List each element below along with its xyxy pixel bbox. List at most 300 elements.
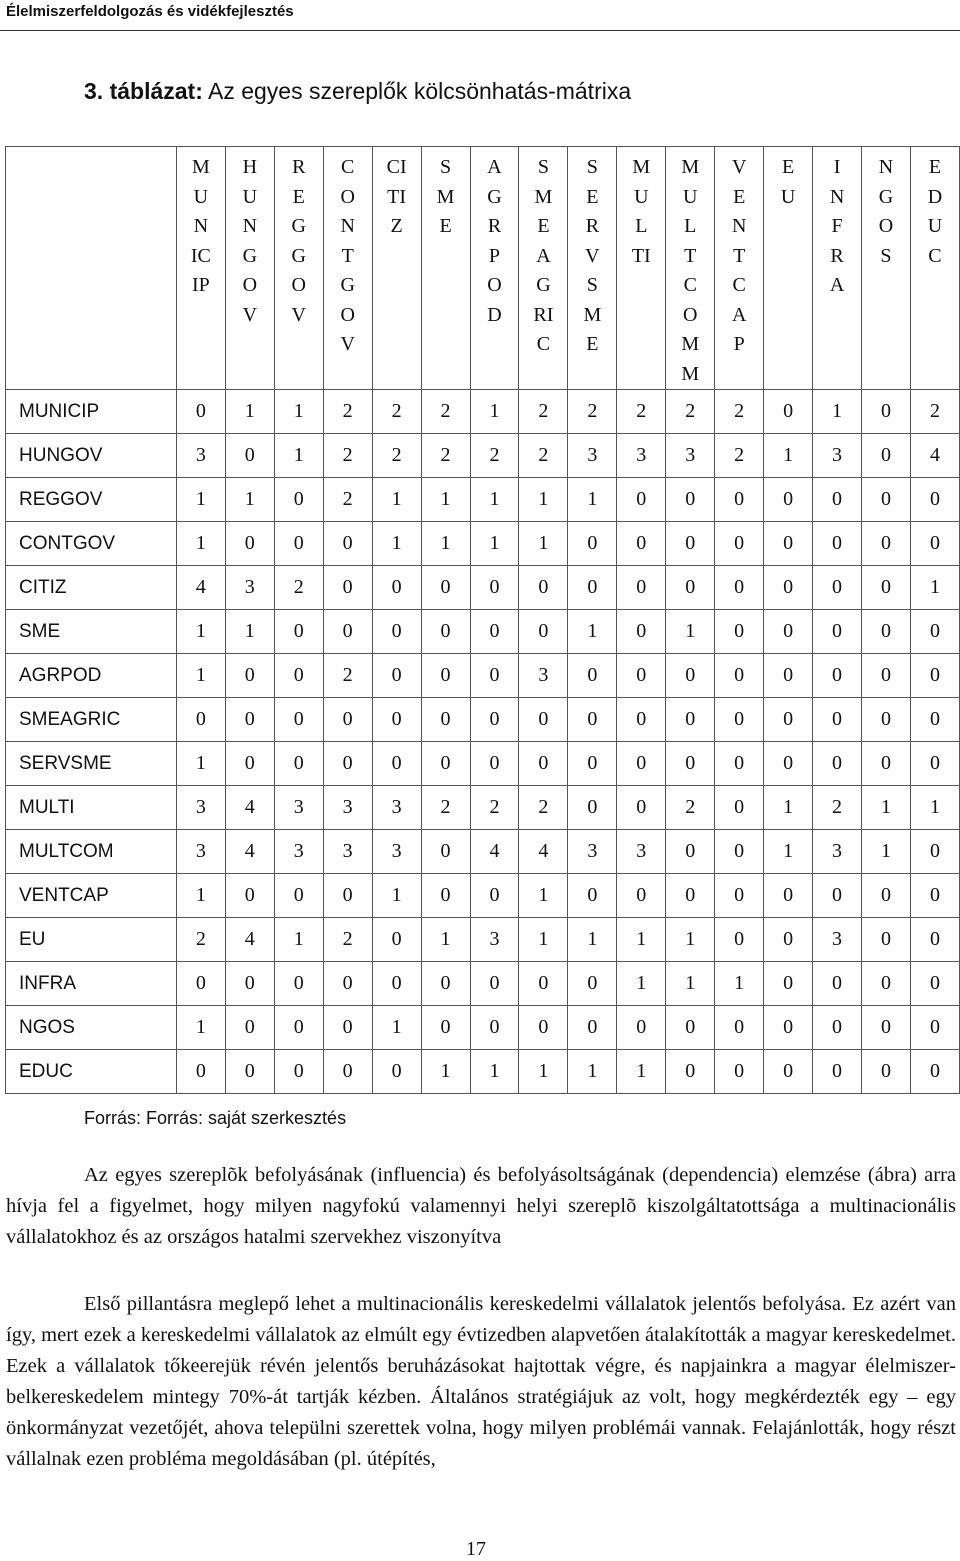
- row-label: NGOS: [6, 1006, 177, 1050]
- row-label: EDUC: [6, 1050, 177, 1094]
- matrix-cell: 0: [910, 918, 959, 962]
- matrix-cell: 1: [470, 390, 519, 434]
- matrix-cell: 2: [176, 918, 225, 962]
- matrix-cell: 4: [225, 786, 274, 830]
- matrix-cell: 0: [470, 566, 519, 610]
- matrix-cell: 0: [910, 522, 959, 566]
- matrix-cell: 0: [274, 962, 323, 1006]
- matrix-cell: 1: [666, 962, 715, 1006]
- matrix-cell: 0: [813, 478, 862, 522]
- matrix-cell: 0: [617, 522, 666, 566]
- column-header-label: M U L TI: [631, 156, 651, 267]
- matrix-cell: 0: [617, 742, 666, 786]
- matrix-cell: 2: [421, 390, 470, 434]
- matrix-cell: 3: [519, 654, 568, 698]
- matrix-cell: 3: [666, 434, 715, 478]
- matrix-cell: 0: [568, 742, 617, 786]
- matrix-cell: 0: [862, 434, 911, 478]
- matrix-cell: 0: [421, 1006, 470, 1050]
- matrix-cell: 1: [372, 522, 421, 566]
- matrix-cell: 0: [666, 874, 715, 918]
- column-header: [666, 147, 715, 390]
- matrix-cell: 0: [666, 1006, 715, 1050]
- matrix-cell: 4: [225, 830, 274, 874]
- matrix-cell: 0: [813, 522, 862, 566]
- page-number: 17: [466, 1538, 486, 1560]
- matrix-cell: 2: [568, 390, 617, 434]
- matrix-cell: 2: [519, 390, 568, 434]
- matrix-cell: 0: [225, 698, 274, 742]
- row-label: SERVSME: [6, 742, 177, 786]
- matrix-cell: 2: [323, 654, 372, 698]
- matrix-cell: 0: [274, 742, 323, 786]
- column-header-label: R E G G O V: [291, 156, 306, 326]
- matrix-cell: 0: [910, 962, 959, 1006]
- table-row: [6, 786, 960, 830]
- column-header: [617, 147, 666, 390]
- matrix-cell: 0: [666, 478, 715, 522]
- matrix-cell: 0: [666, 522, 715, 566]
- column-header: [764, 147, 813, 390]
- matrix-cell: 0: [813, 654, 862, 698]
- matrix-cell: 0: [910, 610, 959, 654]
- row-label: MULTCOM: [6, 830, 177, 874]
- matrix-cell: 1: [910, 566, 959, 610]
- column-header-label: N G O S: [878, 156, 894, 267]
- matrix-cell: 0: [274, 478, 323, 522]
- matrix-cell: 0: [715, 742, 764, 786]
- row-label: INFRA: [6, 962, 177, 1006]
- matrix-cell: 0: [225, 962, 274, 1006]
- matrix-cell: 0: [176, 1050, 225, 1094]
- matrix-cell: 0: [764, 742, 813, 786]
- matrix-cell: 0: [176, 390, 225, 434]
- matrix-cell: 1: [176, 610, 225, 654]
- matrix-cell: 0: [519, 698, 568, 742]
- matrix-cell: 0: [372, 962, 421, 1006]
- matrix-cell: 1: [617, 962, 666, 1006]
- matrix-cell: 1: [274, 918, 323, 962]
- matrix-cell: 0: [323, 698, 372, 742]
- matrix-cell: 1: [666, 918, 715, 962]
- matrix-cell: 1: [176, 874, 225, 918]
- matrix-cell: 2: [813, 786, 862, 830]
- matrix-cell: 3: [813, 918, 862, 962]
- column-header-label: S M E A G RI C: [533, 156, 554, 355]
- matrix-cell: 2: [323, 390, 372, 434]
- matrix-cell: 0: [813, 1006, 862, 1050]
- matrix-cell: 2: [470, 786, 519, 830]
- matrix-cell: 0: [764, 390, 813, 434]
- row-label: CITIZ: [6, 566, 177, 610]
- table-row: [6, 610, 960, 654]
- row-label: SME: [6, 610, 177, 654]
- caption-label: 3. táblázat:: [84, 78, 203, 104]
- matrix-cell: 0: [910, 874, 959, 918]
- matrix-cell: 0: [274, 654, 323, 698]
- matrix-cell: 1: [421, 522, 470, 566]
- matrix-cell: 0: [421, 654, 470, 698]
- column-header-label: E D U C: [927, 156, 943, 267]
- matrix-cell: 1: [274, 434, 323, 478]
- row-label: AGRPOD: [6, 654, 177, 698]
- matrix-cell: 0: [813, 1050, 862, 1094]
- matrix-cell: 4: [519, 830, 568, 874]
- matrix-cell: 0: [372, 1050, 421, 1094]
- row-label: REGGOV: [6, 478, 177, 522]
- column-header: [323, 147, 372, 390]
- matrix-cell: 0: [372, 742, 421, 786]
- table-caption: [84, 78, 631, 105]
- matrix-cell: 0: [323, 610, 372, 654]
- matrix-cell: 0: [323, 522, 372, 566]
- matrix-cell: 0: [225, 434, 274, 478]
- matrix-cell: 1: [519, 874, 568, 918]
- matrix-cell: 0: [274, 698, 323, 742]
- matrix-cell: 0: [519, 610, 568, 654]
- matrix-cell: 0: [764, 698, 813, 742]
- table-row: [6, 566, 960, 610]
- matrix-cell: 0: [372, 654, 421, 698]
- matrix-cell: 1: [764, 434, 813, 478]
- matrix-cell: 4: [470, 830, 519, 874]
- column-header-label: S E R V S M E: [583, 156, 602, 355]
- matrix-cell: 1: [519, 918, 568, 962]
- matrix-cell: 1: [176, 654, 225, 698]
- matrix-cell: 0: [274, 610, 323, 654]
- matrix-cell: 3: [274, 786, 323, 830]
- matrix-cell: 1: [764, 830, 813, 874]
- table-row: [6, 830, 960, 874]
- matrix-cell: 0: [813, 610, 862, 654]
- matrix-cell: 1: [617, 918, 666, 962]
- matrix-cell: 3: [568, 830, 617, 874]
- matrix-cell: 0: [372, 566, 421, 610]
- running-header: Élelmiszerfeldolgozás és vidékfejlesztés: [6, 3, 294, 20]
- matrix-cell: 0: [617, 478, 666, 522]
- matrix-cell: 1: [813, 390, 862, 434]
- matrix-cell: 1: [519, 522, 568, 566]
- matrix-cell: 0: [666, 830, 715, 874]
- column-header: [176, 147, 225, 390]
- matrix-cell: 0: [323, 566, 372, 610]
- column-header-label: M U L T C O M M: [681, 156, 700, 385]
- matrix-cell: 0: [421, 830, 470, 874]
- matrix-cell: 0: [176, 962, 225, 1006]
- matrix-cell: 0: [715, 478, 764, 522]
- matrix-cell: 0: [470, 962, 519, 1006]
- matrix-cell: 0: [421, 962, 470, 1006]
- row-label: HUNGOV: [6, 434, 177, 478]
- matrix-cell: 1: [519, 478, 568, 522]
- matrix-cell: 0: [862, 654, 911, 698]
- matrix-cell: 3: [617, 434, 666, 478]
- matrix-cell: 1: [715, 962, 764, 1006]
- matrix-cell: 0: [862, 390, 911, 434]
- matrix-cell: 0: [421, 698, 470, 742]
- matrix-cell: 3: [470, 918, 519, 962]
- table-row: [6, 874, 960, 918]
- row-label: MUNICIP: [6, 390, 177, 434]
- matrix-cell: 0: [715, 874, 764, 918]
- paragraph: Az egyes szereplõk befolyásának (influencia) és befolyásoltságának (dependencia) elemzése (ábra) arra hívja fel a figyelmet, hogy milyen nagyfokú valamennyi helyi szereplõ kiszolgáltatottsága a multinacionális vállalatokhoz és az országos hatalmi szervekhez viszonyítva: [6, 1164, 956, 1248]
- matrix-cell: 2: [372, 434, 421, 478]
- column-header-label: I N F R A: [829, 156, 845, 296]
- matrix-cell: 0: [715, 1006, 764, 1050]
- matrix-cell: 1: [568, 610, 617, 654]
- matrix-cell: 0: [372, 698, 421, 742]
- matrix-cell: 0: [910, 830, 959, 874]
- matrix-cell: 3: [813, 434, 862, 478]
- matrix-cell: 2: [323, 918, 372, 962]
- matrix-cell: 0: [764, 962, 813, 1006]
- column-header: [274, 147, 323, 390]
- matrix-cell: 4: [910, 434, 959, 478]
- matrix-cell: 0: [715, 786, 764, 830]
- matrix-cell: 0: [666, 1050, 715, 1094]
- table-row: [6, 962, 960, 1006]
- table-source: Forrás: Forrás: saját szerkesztés: [84, 1108, 347, 1128]
- matrix-cell: 3: [323, 786, 372, 830]
- matrix-cell: 3: [372, 830, 421, 874]
- matrix-cell: 1: [176, 522, 225, 566]
- matrix-cell: 0: [421, 610, 470, 654]
- caption-text: Az egyes szereplők kölcsönhatás-mátrixa: [202, 78, 632, 104]
- table-row: [6, 1006, 960, 1050]
- matrix-cell: 1: [225, 610, 274, 654]
- matrix-cell: 1: [764, 786, 813, 830]
- matrix-cell: 2: [519, 786, 568, 830]
- matrix-cell: 1: [176, 1006, 225, 1050]
- matrix-cell: 3: [617, 830, 666, 874]
- matrix-cell: 0: [323, 1050, 372, 1094]
- matrix-cell: 0: [225, 522, 274, 566]
- matrix-cell: 0: [813, 742, 862, 786]
- matrix-cell: 0: [862, 566, 911, 610]
- matrix-cell: 0: [764, 522, 813, 566]
- column-header-label: S M E: [436, 156, 455, 237]
- matrix-cell: 0: [715, 1050, 764, 1094]
- matrix-cell: 0: [470, 1006, 519, 1050]
- matrix-cell: 3: [274, 830, 323, 874]
- matrix-cell: 2: [519, 434, 568, 478]
- column-header-label: C O N T G O V: [340, 156, 355, 355]
- matrix-cell: 0: [470, 742, 519, 786]
- matrix-cell: 1: [862, 830, 911, 874]
- matrix-cell: 0: [715, 566, 764, 610]
- table-row: [6, 698, 960, 742]
- matrix-cell: 0: [617, 610, 666, 654]
- matrix-cell: 3: [176, 434, 225, 478]
- matrix-cell: 0: [813, 874, 862, 918]
- column-header: [421, 147, 470, 390]
- matrix-cell: 2: [666, 786, 715, 830]
- column-header: [813, 147, 862, 390]
- matrix-cell: 1: [421, 918, 470, 962]
- matrix-cell: 1: [225, 478, 274, 522]
- matrix-cell: 1: [617, 1050, 666, 1094]
- matrix-cell: 0: [764, 610, 813, 654]
- header-divider: [0, 30, 960, 31]
- matrix-cell: 0: [372, 918, 421, 962]
- matrix-cell: 0: [764, 874, 813, 918]
- column-header: [372, 147, 421, 390]
- matrix-cell: 0: [274, 1006, 323, 1050]
- matrix-cell: 0: [617, 874, 666, 918]
- matrix-cell: 0: [910, 1006, 959, 1050]
- row-label: CONTGOV: [6, 522, 177, 566]
- matrix-cell: 1: [176, 742, 225, 786]
- corner-cell: [6, 147, 177, 390]
- matrix-cell: 4: [176, 566, 225, 610]
- matrix-cell: 0: [568, 874, 617, 918]
- column-header: [715, 147, 764, 390]
- matrix-cell: 0: [666, 698, 715, 742]
- matrix-cell: 3: [176, 830, 225, 874]
- column-header: [910, 147, 959, 390]
- matrix-cell: 0: [764, 1006, 813, 1050]
- column-header-label: CI TI Z: [386, 156, 407, 237]
- matrix-cell: 3: [225, 566, 274, 610]
- matrix-cell: 0: [568, 654, 617, 698]
- matrix-cell: 0: [323, 742, 372, 786]
- column-header-label: V E N T C A P: [731, 156, 747, 355]
- matrix-cell: 0: [715, 522, 764, 566]
- matrix-cell: 0: [862, 962, 911, 1006]
- matrix-cell: 0: [421, 742, 470, 786]
- matrix-cell: 0: [862, 522, 911, 566]
- matrix-cell: 0: [862, 918, 911, 962]
- column-header-label: E U: [780, 156, 796, 208]
- matrix-cell: 1: [176, 478, 225, 522]
- matrix-cell: 0: [764, 566, 813, 610]
- matrix-cell: 0: [568, 522, 617, 566]
- matrix-cell: 1: [372, 874, 421, 918]
- table-row: [6, 390, 960, 434]
- matrix-cell: 0: [617, 1006, 666, 1050]
- matrix-cell: 0: [470, 610, 519, 654]
- matrix-cell: 0: [225, 1006, 274, 1050]
- column-header-row: [6, 147, 960, 390]
- matrix-cell: 1: [372, 1006, 421, 1050]
- matrix-cell: 0: [764, 918, 813, 962]
- matrix-cell: 1: [470, 522, 519, 566]
- matrix-cell: 0: [470, 874, 519, 918]
- column-header-label: M U N IC IP: [190, 156, 211, 296]
- matrix-cell: 0: [813, 566, 862, 610]
- matrix-cell: 0: [225, 654, 274, 698]
- matrix-cell: 0: [862, 478, 911, 522]
- matrix-cell: 0: [470, 654, 519, 698]
- table-row: [6, 654, 960, 698]
- matrix-cell: 0: [519, 742, 568, 786]
- matrix-cell: 0: [470, 698, 519, 742]
- matrix-cell: 0: [519, 962, 568, 1006]
- matrix-cell: 3: [176, 786, 225, 830]
- matrix-cell: 0: [715, 610, 764, 654]
- matrix-cell: 0: [568, 786, 617, 830]
- matrix-cell: 0: [372, 610, 421, 654]
- matrix-cell: 1: [568, 1050, 617, 1094]
- matrix-cell: 0: [274, 874, 323, 918]
- matrix-cell: 1: [470, 1050, 519, 1094]
- matrix-cell: 0: [568, 698, 617, 742]
- matrix-cell: 0: [568, 962, 617, 1006]
- matrix-cell: 4: [225, 918, 274, 962]
- matrix-cell: 0: [568, 1006, 617, 1050]
- matrix-cell: 0: [421, 874, 470, 918]
- matrix-cell: 0: [519, 1006, 568, 1050]
- column-header: [862, 147, 911, 390]
- matrix-cell: 1: [910, 786, 959, 830]
- matrix-cell: 0: [323, 962, 372, 1006]
- matrix-cell: 0: [715, 918, 764, 962]
- matrix-cell: 1: [372, 478, 421, 522]
- matrix-cell: 0: [225, 742, 274, 786]
- matrix-cell: 3: [568, 434, 617, 478]
- matrix-cell: 0: [666, 654, 715, 698]
- column-header-label: H U N G O V: [242, 156, 258, 326]
- matrix-cell: 0: [862, 1050, 911, 1094]
- matrix-cell: 0: [764, 1050, 813, 1094]
- column-header-label: A G R P O D: [487, 156, 502, 326]
- matrix-cell: 1: [568, 918, 617, 962]
- matrix-cell: 2: [617, 390, 666, 434]
- matrix-cell: 0: [910, 654, 959, 698]
- matrix-cell: 0: [323, 1006, 372, 1050]
- matrix-cell: 0: [617, 698, 666, 742]
- matrix-cell: 2: [323, 478, 372, 522]
- matrix-cell: 1: [421, 1050, 470, 1094]
- matrix-cell: 1: [519, 1050, 568, 1094]
- matrix-cell: 0: [910, 698, 959, 742]
- row-label: EU: [6, 918, 177, 962]
- matrix-cell: 1: [470, 478, 519, 522]
- matrix-cell: 0: [568, 566, 617, 610]
- matrix-cell: 0: [617, 786, 666, 830]
- row-label: SMEAGRIC: [6, 698, 177, 742]
- matrix-cell: 0: [715, 654, 764, 698]
- matrix-cell: 0: [862, 698, 911, 742]
- matrix-cell: 1: [568, 478, 617, 522]
- matrix-cell: 2: [715, 390, 764, 434]
- matrix-cell: 0: [910, 478, 959, 522]
- matrix-cell: 0: [225, 1050, 274, 1094]
- matrix-cell: 1: [225, 390, 274, 434]
- matrix-cell: 3: [372, 786, 421, 830]
- table-row: [6, 742, 960, 786]
- matrix-cell: 1: [666, 610, 715, 654]
- matrix-cell: 0: [910, 1050, 959, 1094]
- row-label: VENTCAP: [6, 874, 177, 918]
- matrix-cell: 0: [862, 874, 911, 918]
- column-header: [519, 147, 568, 390]
- interaction-matrix: [5, 146, 960, 1094]
- table-row: [6, 434, 960, 478]
- matrix-cell: 0: [274, 522, 323, 566]
- matrix-cell: 0: [910, 742, 959, 786]
- matrix-cell: 0: [274, 1050, 323, 1094]
- matrix-cell: 0: [862, 742, 911, 786]
- matrix-cell: 3: [323, 830, 372, 874]
- matrix-cell: 0: [862, 610, 911, 654]
- matrix-cell: 0: [617, 654, 666, 698]
- matrix-cell: 2: [323, 434, 372, 478]
- matrix-cell: 0: [666, 742, 715, 786]
- matrix-cell: 2: [470, 434, 519, 478]
- matrix-cell: 0: [323, 874, 372, 918]
- matrix-cell: 0: [813, 698, 862, 742]
